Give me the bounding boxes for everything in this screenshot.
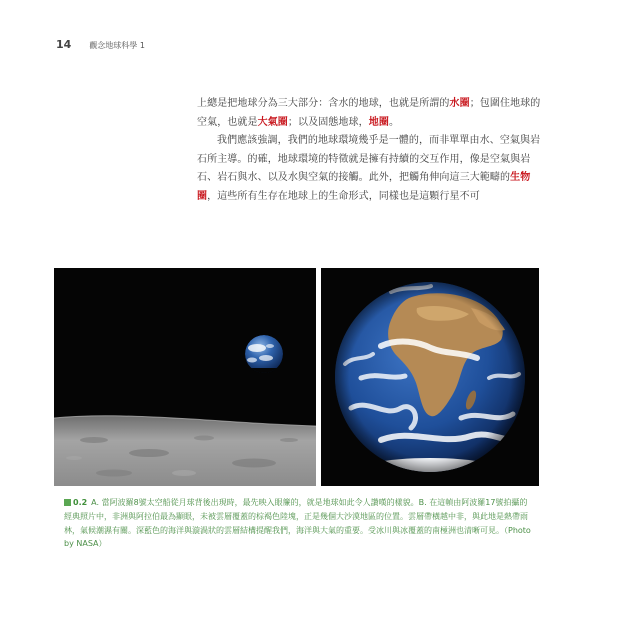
page-header	[56, 38, 145, 51]
term-atmosphere: 大氣圈	[257, 116, 288, 128]
book-title: 觀念地球科學 1	[89, 41, 145, 50]
text-run: ；包圍住地球的空氣，也就是	[197, 98, 541, 128]
earthrise-illustration	[54, 268, 316, 486]
term-biosphere: 生物圈	[197, 172, 531, 202]
text-run: ，這些所有生存在地球上的生命形式，同樣也是這顆行星不可	[207, 190, 480, 202]
term-hydrosphere: 水圈	[449, 98, 470, 109]
blue-marble-illustration	[321, 268, 539, 486]
text-run: 我們應該強調，我們的地球環境幾乎是一體的，而非單單由水、空氣與岩石所主導。的確，地球環境的特徵就是擁有持續的交互作用，像是空氣與岩石、岩石與水、以及水與空氣的接觸。此外，把觸角伸向這三大範疇的	[197, 135, 541, 184]
blue-marble-photo	[321, 268, 539, 486]
figure-number: 0.2	[73, 498, 88, 507]
text-run: ；以及固態地球，	[287, 116, 369, 128]
figure-caption	[64, 496, 534, 551]
earthrise-photo	[54, 268, 316, 486]
figure-badge-icon	[64, 499, 71, 506]
body-text	[197, 95, 547, 207]
paragraph-2	[197, 132, 547, 206]
text-run: 。	[388, 116, 400, 128]
page-number: 14	[56, 38, 72, 51]
text-run: 上總是把地球分為三大部分：含水的地球，也就是所謂的	[197, 98, 450, 109]
caption-text: A. 當阿波羅8號太空船從月球背後出現時，最先映入眼簾的，就是地球如此令人讚嘆的樣貌。B. 在這幀由阿波羅17號拍攝的經典照片中，非洲與阿拉伯最為顯眼，未被雲層覆蓋的棕褐色陸塊，正是幾個大沙漠地區的位置。雲層帶橫越中非，與此地是熱帶雨林，氣候潮濕有關。深藍色的海洋與漩渦狀的雲層結構提醒我們，海洋與大氣的重要。受冰川與冰覆蓋的南極洲也清晰可見。（Photo by NASA）	[64, 498, 531, 549]
paragraph-1	[197, 95, 547, 132]
term-geosphere: 地圈	[368, 116, 389, 128]
